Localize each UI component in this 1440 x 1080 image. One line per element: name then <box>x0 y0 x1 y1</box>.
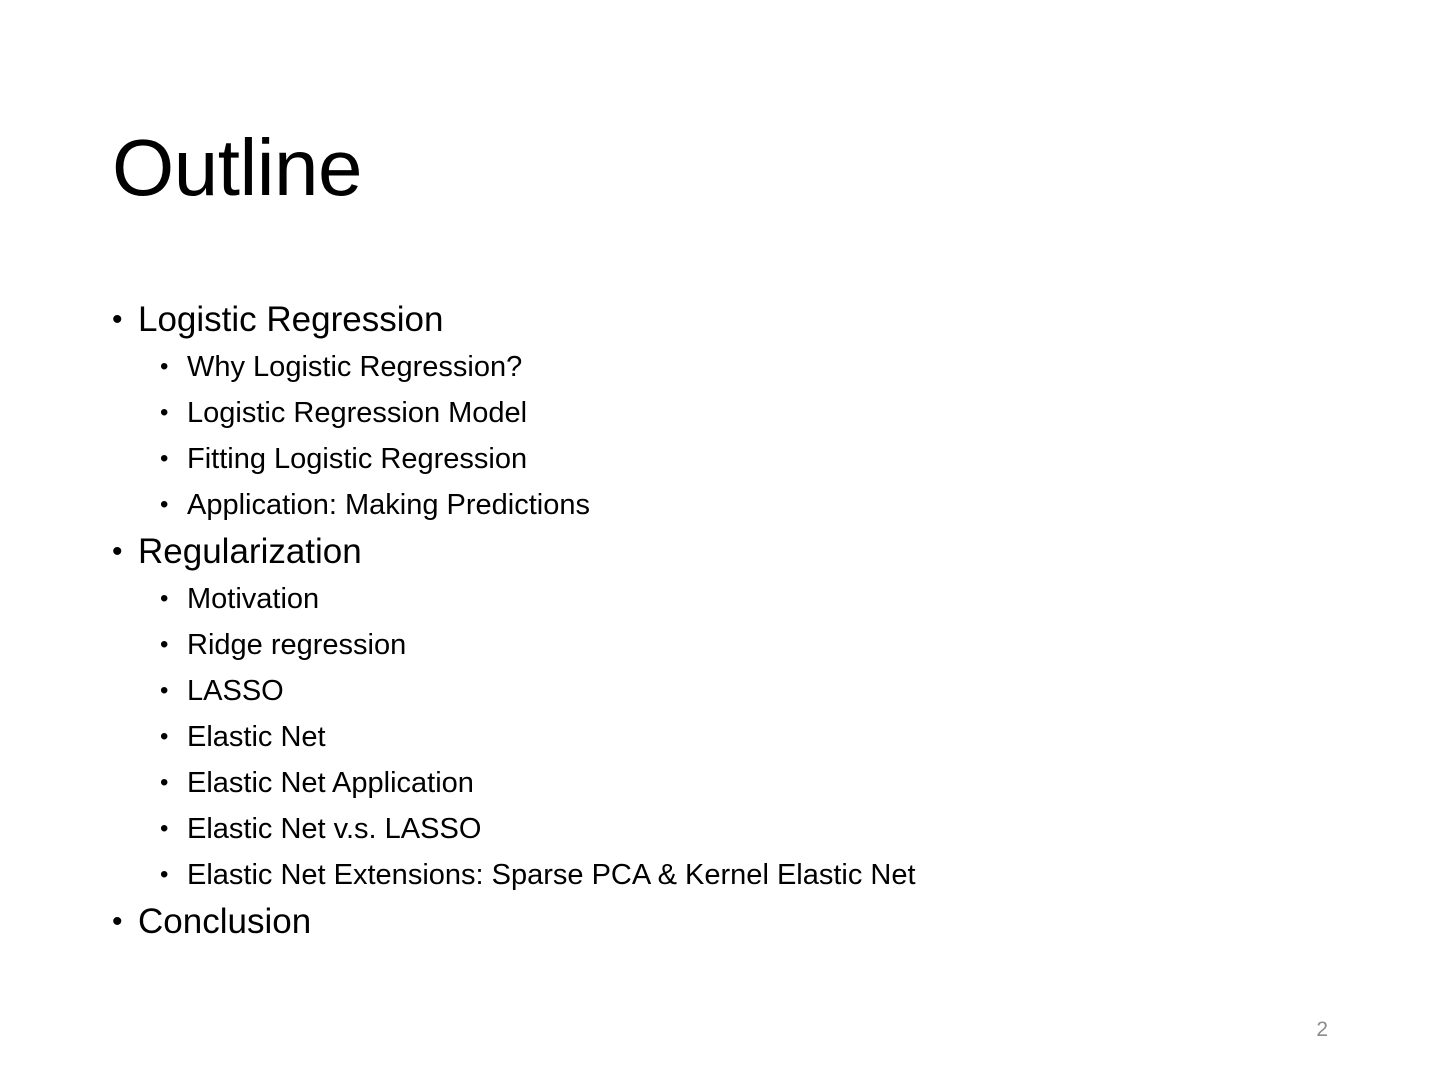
bullet-icon: • <box>160 677 169 704</box>
section-label: Regularization <box>138 532 362 571</box>
subitem-label: Elastic Net Extensions: Sparse PCA & Kernel Elastic Net <box>187 859 916 891</box>
bullet-icon: • <box>160 815 169 842</box>
subitem-label: Elastic Net v.s. LASSO <box>187 813 482 845</box>
subitem-label: Motivation <box>187 583 320 615</box>
bullet-icon: • <box>160 585 169 612</box>
subitem-label: Elastic Net <box>187 721 326 753</box>
section-label: Logistic Regression <box>138 300 444 339</box>
page-number: 2 <box>1316 1018 1328 1041</box>
subitem-label: LASSO <box>187 675 284 707</box>
outline-subitem <box>112 482 1312 528</box>
bullet-icon: • <box>112 303 123 336</box>
outline-subitem <box>112 344 1312 390</box>
bullet-icon: • <box>160 491 169 518</box>
outline-subitem <box>112 714 1312 760</box>
outline-subitem <box>112 390 1312 436</box>
bullet-icon: • <box>160 769 169 796</box>
section-label: Conclusion <box>138 902 312 941</box>
outline-section <box>112 296 1312 344</box>
subitem-label: Logistic Regression Model <box>187 397 528 429</box>
outline-subitem <box>112 806 1312 852</box>
bullet-icon: • <box>160 445 169 472</box>
slide-title: Outline <box>112 123 362 212</box>
outline-subitem <box>112 436 1312 482</box>
subitem-label: Elastic Net Application <box>187 767 474 799</box>
outline-subitem <box>112 760 1312 806</box>
bullet-icon: • <box>112 905 123 938</box>
outline-subitem <box>112 668 1312 714</box>
subitem-label: Ridge regression <box>187 629 407 661</box>
outline-section <box>112 898 1312 946</box>
subitem-label: Why Logistic Regression? <box>187 351 523 383</box>
outline-subitem <box>112 576 1312 622</box>
outline-subitem <box>112 852 1312 898</box>
subitem-label: Fitting Logistic Regression <box>187 443 528 475</box>
bullet-icon: • <box>112 535 123 568</box>
bullet-icon: • <box>160 353 169 380</box>
bullet-icon: • <box>160 399 169 426</box>
subitem-label: Application: Making Predictions <box>187 489 590 521</box>
bullet-icon: • <box>160 723 169 750</box>
outline-list <box>112 296 1312 946</box>
bullet-icon: • <box>160 631 169 658</box>
outline-subitem <box>112 622 1312 668</box>
outline-section <box>112 528 1312 576</box>
bullet-icon: • <box>160 861 169 888</box>
